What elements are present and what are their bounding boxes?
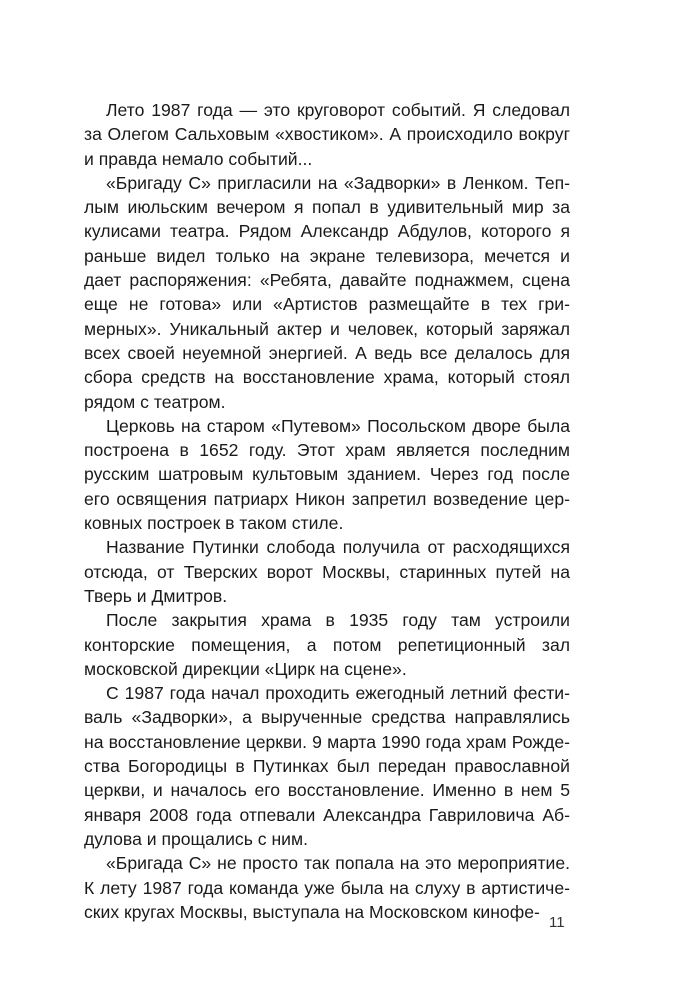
paragraph: Лето 1987 года — это круговорот событий. Я следовал за Олегом Сальховым «хвостиком». А происходило вокруг и правда немало событий...	[84, 100, 570, 169]
paragraph: С 1987 года начал проходить ежегодный летний фестиваль «Задворки», а вырученные средства направлялись на восстановление церкви. 9 марта 1990 года храм Рождества Богородицы в Путинках был передан православной церкви, и началось его восстановление. Именно в нем 5 января 2008 года отпевали Александра Гавриловича Абдулова и прощались с ним.	[84, 683, 570, 849]
paragraph: Название Путинки слобода получила от расходящихся отсюда, от Тверских ворот Москвы, старинных путей на Тверь и Дмитров.	[84, 537, 570, 606]
paragraph: После закрытия храма в 1935 году там устроили конторские помещения, а потом репетиционный зал московской дирекции «Цирк на сцене».	[84, 610, 570, 679]
paragraph: Церковь на старом «Путевом» Посольском дворе была построена в 1652 году. Этот храм является последним русским шатровым культовым зданием. Через год после его освящения патриарх Никон запретил возведение церковных построек в таком стиле.	[84, 415, 570, 534]
page-body	[84, 98, 570, 924]
paragraph: «Бригаду С» пригласили на «Задворки» в Ленком. Теплым июльским вечером я попал в удивительный мир за кулисами театра. Рядом Александр Абдулов, которого я раньше видел только на экране телевизора, мечется и дает распоряжения: «Ребята, давайте поднажмем, сцена еще не готова» или «Артистов размещайте в тех гримерных». Уникальный актер и человек, который заряжал всех своей неуемной энергией. А ведь все делалось для сбора средств на восстановление храма, который стоял рядом с театром.	[84, 172, 570, 412]
page-number: 11	[549, 914, 565, 931]
paragraph: «Бригада С» не просто так попала на это мероприятие. К лету 1987 года команда уже была на слуху в артистических кругах Москвы, выступала на Московском кинофе-	[84, 853, 570, 922]
